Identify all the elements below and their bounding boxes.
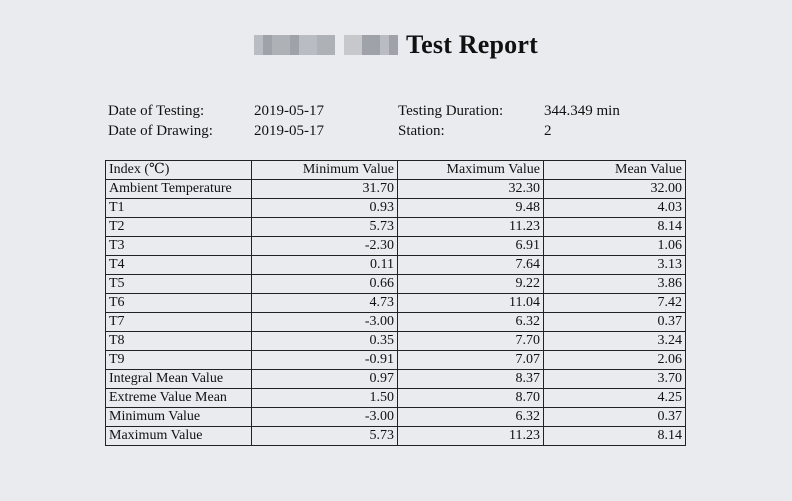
- meta-row-2: [108, 121, 708, 141]
- cell-maximum: 8.37: [398, 370, 544, 389]
- station-label: Station:: [398, 123, 445, 139]
- cell-minimum: -2.30: [252, 237, 398, 256]
- cell-maximum: 8.70: [398, 389, 544, 408]
- cell-index: T6: [106, 294, 252, 313]
- redaction-block: [380, 35, 389, 55]
- redaction-block: [326, 35, 335, 55]
- redaction-block: [263, 35, 272, 55]
- cell-maximum: 7.70: [398, 332, 544, 351]
- table-row: [106, 275, 686, 294]
- redaction-block: [353, 35, 362, 55]
- cell-minimum: 0.93: [252, 199, 398, 218]
- redaction-block: [308, 35, 317, 55]
- cell-minimum: 31.70: [252, 180, 398, 199]
- table-row: [106, 408, 686, 427]
- redaction-block: [344, 35, 353, 55]
- cell-maximum: 7.64: [398, 256, 544, 275]
- redaction-block: [254, 35, 263, 55]
- table-row: [106, 256, 686, 275]
- table-row: [106, 389, 686, 408]
- cell-mean: 8.14: [544, 427, 686, 446]
- report-meta: [108, 101, 708, 141]
- testing-duration-label: Testing Duration:: [398, 103, 504, 119]
- header-index: Index (℃): [106, 161, 252, 180]
- date-of-drawing-label: Date of Drawing:: [108, 123, 213, 139]
- report-header: [0, 30, 792, 66]
- redaction-block: [299, 35, 308, 55]
- cell-maximum: 32.30: [398, 180, 544, 199]
- header-minimum: Minimum Value: [252, 161, 398, 180]
- cell-maximum: 7.07: [398, 351, 544, 370]
- cell-index: T4: [106, 256, 252, 275]
- cell-minimum: 0.11: [252, 256, 398, 275]
- cell-minimum: 1.50: [252, 389, 398, 408]
- redaction-block: [272, 35, 281, 55]
- table-row: [106, 370, 686, 389]
- cell-mean: 0.37: [544, 408, 686, 427]
- cell-mean: 32.00: [544, 180, 686, 199]
- cell-minimum: -3.00: [252, 313, 398, 332]
- cell-mean: 1.06: [544, 237, 686, 256]
- cell-index: T9: [106, 351, 252, 370]
- cell-minimum: 5.73: [252, 218, 398, 237]
- cell-mean: 3.70: [544, 370, 686, 389]
- testing-duration-value: 344.349 min: [544, 103, 620, 119]
- table-row: [106, 332, 686, 351]
- cell-index: T8: [106, 332, 252, 351]
- table-row: [106, 180, 686, 199]
- redaction-block: [317, 35, 326, 55]
- cell-index: Minimum Value: [106, 408, 252, 427]
- cell-mean: 4.25: [544, 389, 686, 408]
- cell-index: T3: [106, 237, 252, 256]
- table-row: [106, 313, 686, 332]
- table-row: [106, 199, 686, 218]
- cell-index: T2: [106, 218, 252, 237]
- cell-minimum: 4.73: [252, 294, 398, 313]
- redaction-block: [389, 35, 398, 55]
- results-table: [105, 160, 686, 446]
- cell-maximum: 11.04: [398, 294, 544, 313]
- cell-maximum: 6.32: [398, 408, 544, 427]
- cell-index: Maximum Value: [106, 427, 252, 446]
- table-row: [106, 427, 686, 446]
- redaction-block: [290, 35, 299, 55]
- cell-mean: 3.24: [544, 332, 686, 351]
- table-body: [106, 180, 686, 446]
- cell-minimum: 0.97: [252, 370, 398, 389]
- header-maximum: Maximum Value: [398, 161, 544, 180]
- cell-mean: 3.13: [544, 256, 686, 275]
- cell-index: Extreme Value Mean: [106, 389, 252, 408]
- cell-mean: 7.42: [544, 294, 686, 313]
- table-row: [106, 294, 686, 313]
- cell-index: T5: [106, 275, 252, 294]
- redacted-title-prefix: [254, 35, 398, 55]
- cell-maximum: 9.22: [398, 275, 544, 294]
- redaction-block: [362, 35, 371, 55]
- cell-mean: 4.03: [544, 199, 686, 218]
- cell-minimum: 5.73: [252, 427, 398, 446]
- cell-mean: 3.86: [544, 275, 686, 294]
- date-of-testing-value: 2019-05-17: [254, 103, 324, 119]
- cell-maximum: 6.91: [398, 237, 544, 256]
- date-of-testing-label: Date of Testing:: [108, 103, 205, 119]
- header-mean: Mean Value: [544, 161, 686, 180]
- cell-maximum: 9.48: [398, 199, 544, 218]
- date-of-drawing-value: 2019-05-17: [254, 123, 324, 139]
- table-row: [106, 237, 686, 256]
- redaction-block: [371, 35, 380, 55]
- cell-mean: 2.06: [544, 351, 686, 370]
- cell-minimum: 0.66: [252, 275, 398, 294]
- cell-index: Ambient Temperature: [106, 180, 252, 199]
- cell-maximum: 11.23: [398, 218, 544, 237]
- redaction-block: [335, 35, 344, 55]
- meta-row-1: [108, 101, 708, 121]
- cell-index: Integral Mean Value: [106, 370, 252, 389]
- redaction-block: [281, 35, 290, 55]
- cell-maximum: 6.32: [398, 313, 544, 332]
- cell-minimum: -0.91: [252, 351, 398, 370]
- cell-minimum: -3.00: [252, 408, 398, 427]
- cell-maximum: 11.23: [398, 427, 544, 446]
- cell-index: T1: [106, 199, 252, 218]
- cell-mean: 8.14: [544, 218, 686, 237]
- page-title: Test Report: [406, 30, 538, 59]
- table-row: [106, 218, 686, 237]
- table-header-row: [106, 161, 686, 180]
- cell-mean: 0.37: [544, 313, 686, 332]
- cell-minimum: 0.35: [252, 332, 398, 351]
- table-row: [106, 351, 686, 370]
- cell-index: T7: [106, 313, 252, 332]
- station-value: 2: [544, 123, 552, 139]
